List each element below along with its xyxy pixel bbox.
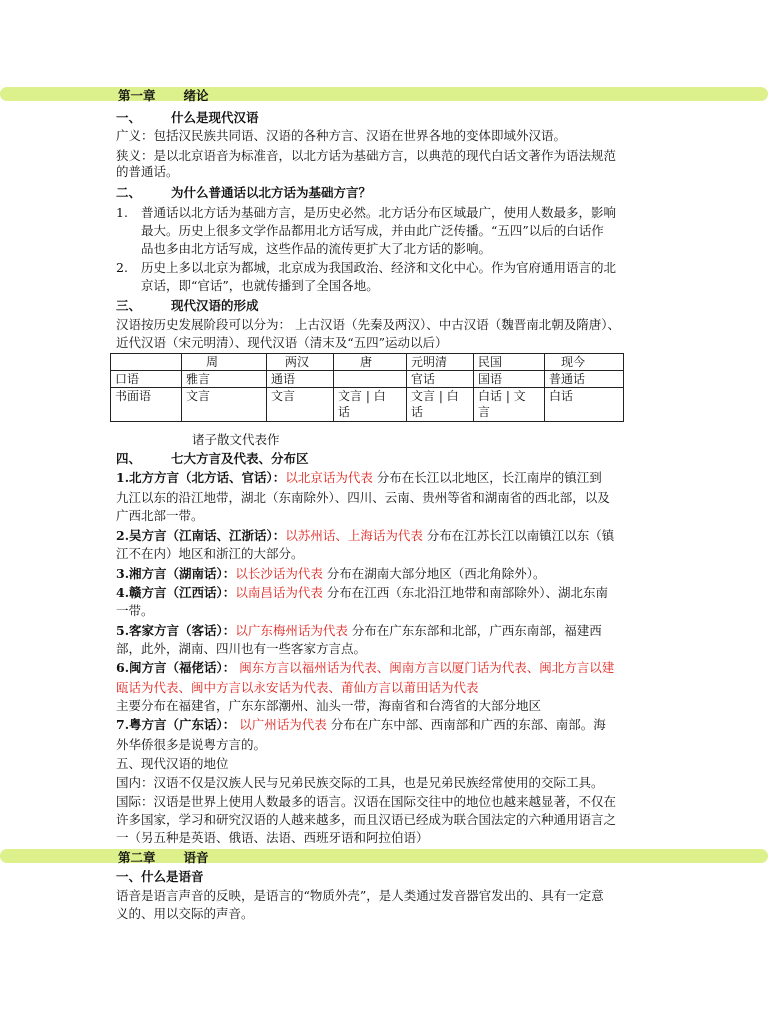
table-cell: 文言 | 白 话 (407, 388, 474, 422)
dialect-entry: 外华侨很多是说粤方言的。 (116, 737, 267, 752)
dialect-entry: 瓯话为代表、闽中方言以永安话为代表、莆仙方言以莆田话为代表 (116, 680, 479, 695)
paragraph: 语音是语言声音的反映，是语言的“物质外壳”，是人类通过发音器官发出的、具有一定意 (116, 888, 604, 903)
table-cell: 普通话 (545, 371, 624, 388)
section-heading: 一、 什么是现代汉语 (116, 110, 259, 125)
table-cell: 官话 (407, 371, 474, 388)
paragraph: 国际：汉语是世界上使用人数最多的语言。汉语在国际交往中的地位也越来越显著，不仅在 (116, 794, 617, 809)
list-item: 京话，即“官话”，也就传播到了全国各地。 (141, 278, 379, 293)
dialect-entry: 3.湘方言（湖南话）：以长沙话为代表 分布在湖南大部分地区（西北角除外）。 (116, 566, 546, 581)
table-cell: 通语 (267, 371, 334, 388)
paragraph: 汉语按历史发展阶段可以分为： 上古汉语（先秦及两汉）、中古汉语（魏晋南北朝及隋唐）、 (116, 317, 620, 332)
table-cell: 书面语 (111, 388, 182, 422)
table-cell: 两汉 (267, 354, 334, 371)
table-cell: 文言 | 白 话 (334, 388, 407, 422)
table-cell: 元明清 (407, 354, 474, 371)
dialect-entry: 5.客家方言（客话）：以广东梅州话为代表 分布在广东东部和北部，广西东南部，福建西 (116, 623, 602, 638)
chapter-band (0, 849, 768, 863)
paragraph: 广义：包括汉民族共同语、汉语的各种方言、汉语在世界各地的变体即域外汉语。 (116, 128, 567, 143)
table-cell (111, 354, 182, 371)
table-cell: 文言 (267, 388, 334, 422)
list-item: 2. 历史上多以北京为都城，北京成为我国政治、经济和文化中心。作为官府通用语言的北 (116, 260, 617, 275)
chapter-heading: 第一章 绪论 (118, 88, 209, 103)
dialect-entry: 一带。 (116, 603, 154, 618)
table-cell: 国语 (474, 371, 545, 388)
paragraph: 义的、用以交际的声音。 (116, 906, 254, 921)
chapter-heading: 第二章 语音 (118, 850, 209, 865)
table-cell (334, 371, 407, 388)
paragraph: 近代汉语（宋元明清）、现代汉语（清末及“五四”运动以后） (116, 335, 448, 350)
table-cell: 口语 (111, 371, 182, 388)
section-heading: 三、 现代汉语的形成 (116, 298, 259, 313)
paragraph: 一（另五种是英语、俄语、法语、西班牙语和阿拉伯语） (116, 830, 429, 845)
table-cell: 民国 (474, 354, 545, 371)
paragraph: 的普通话。 (116, 164, 179, 179)
dialect-entry: 九江以东的沿江地带，湖北（东南除外）、四川、云南、贵州等省和湖南省的西北部，以及 (116, 490, 610, 505)
dialect-entry: 7.粤方言（广东话）： 以广州话为代表 分布在广东中部、西南部和广西的东部、南部。海 (116, 717, 606, 732)
dialect-entry: 江不在内）地区和浙江的大部分。 (116, 546, 304, 561)
table-note: 诸子散文代表作 (192, 432, 280, 447)
chapter-band (0, 87, 768, 101)
section-heading: 四、 七大方言及代表、分布区 (116, 451, 309, 466)
table-cell: 唐 (334, 354, 407, 371)
table-cell: 现今 (545, 354, 624, 371)
list-item: 1. 普通话以北方话为基础方言，是历史必然。北方话分布区域最广，使用人数最多，影响 (116, 205, 617, 220)
dialect-entry: 1.北方方言（北方话、官话）：以北京话为代表 分布在长江以北地区，长江南岸的镇江到 (116, 470, 602, 485)
dialect-entry: 广西北部一带。 (116, 508, 204, 523)
paragraph: 狭义：是以北京语音为标准音，以北方话为基础方言，以典范的现代白话文著作为语法规范 (116, 148, 617, 163)
history-table (110, 353, 624, 422)
dialect-entry: 2.吴方言（江南话、江浙话）：以苏州话、上海话为代表 分布在江苏长江以南镇江以东（镇 (116, 528, 615, 543)
paragraph: 国内：汉语不仅是汉族人民与兄弟民族交际的工具，也是兄弟民族经常使用的交际工具。 (116, 775, 604, 790)
section-heading: 一、什么是语音 (116, 869, 204, 884)
table-cell: 周 (182, 354, 267, 371)
dialect-entry: 部，此外，湖南、四川也有一些客家方言点。 (116, 641, 367, 656)
list-item: 品也多由北方话写成，这些作品的流传更扩大了北方话的影响。 (141, 241, 492, 256)
section-heading: 五、现代汉语的地位 (116, 756, 229, 771)
table-cell: 雅言 (182, 371, 267, 388)
section-heading: 二、 为什么普通话以北方话为基础方言？ (116, 185, 372, 200)
list-item: 最大。历史上很多文学作品都用北方话写成，并由此广泛传播。“五四”以后的白话作 (141, 223, 604, 238)
dialect-entry: 4.赣方言（江西话）：以南昌话为代表 分布在江西（东北沿江地带和南部除外）、湖北东南 (116, 585, 609, 600)
dialect-entry: 主要分布在福建省，广东东部潮州、汕头一带，海南省和台湾省的大部分地区 (116, 698, 542, 713)
table-cell: 文言 (182, 388, 267, 422)
dialect-entry: 6.闽方言（福佬话）： 闽东方言以福州话为代表、闽南方言以厦门话为代表、闽北方言以建 (116, 660, 615, 675)
table-cell: 白话 | 文 言 (474, 388, 545, 422)
table-cell: 白话 (545, 388, 624, 422)
paragraph: 许多国家，学习和研究汉语的人越来越多，而且汉语已经成为联合国法定的六种通用语言之 (116, 812, 617, 827)
